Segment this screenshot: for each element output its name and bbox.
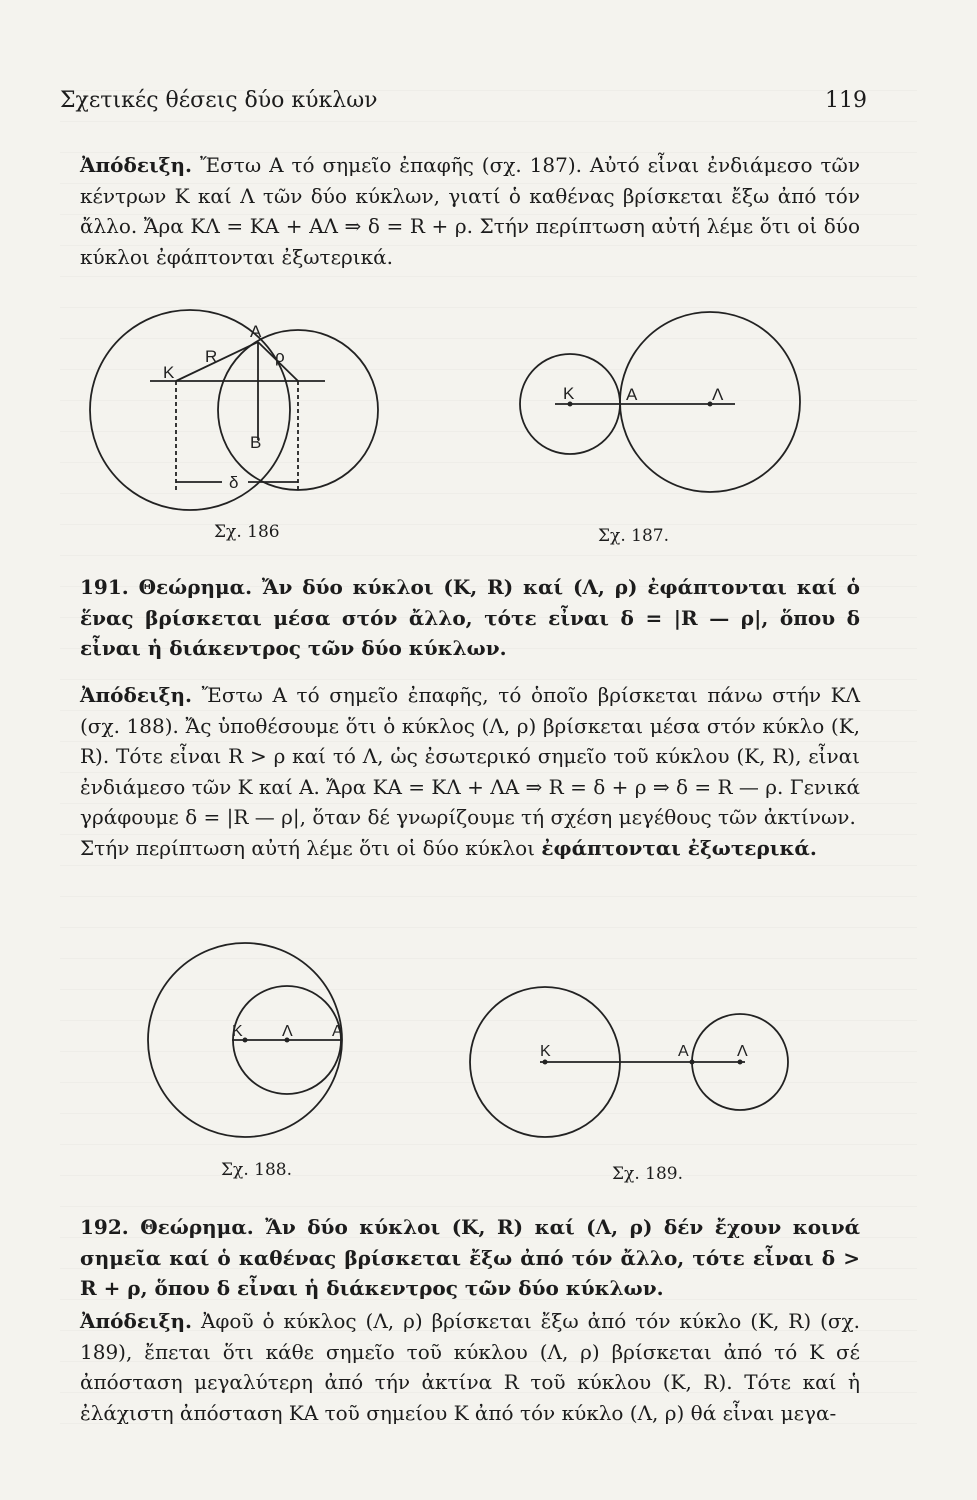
fig189-label-l: Λ: [737, 1043, 748, 1060]
fig188-label-l: Λ: [282, 1023, 293, 1040]
theorem-text: Ἄν δύο κύκλοι (Κ, R) καί (Λ, ρ) ἐφάπτονται καί ὁ ἕνας βρίσκεται μέσα στόν ἄλλο, τότε εἶναι δ = |R — ρ|, ὅπου δ εἶναι ἡ διάκεντρος τῶν δύο κύκλων.: [80, 575, 860, 660]
fig188-point-k: [243, 1038, 248, 1043]
fig189-point-a: [690, 1060, 695, 1065]
proof-label: Ἀπόδειξη.: [80, 683, 193, 707]
fig189-label-k: K: [540, 1043, 551, 1060]
theorem-label: 191. Θεώρημα.: [80, 575, 253, 599]
proof-text: Ἔστω Α τό σημεῖο ἐπαφῆς (σχ. 187). Αὐτό εἶναι ἐνδιάμεσο τῶν κέντρων Κ καί Λ τῶν δύο κύκλων, γιατί ὁ καθένας βρίσκεται ἔξω ἀπό τόν ἄλλο. Ἄρα ΚΛ = ΚΑ + ΑΛ ⇒ δ = R + ρ. Στήν περίπτωση αὐτή λέμε ὅτι οἱ δύο κύκλοι ἐφάπτονται ἐξωτερικά.: [80, 153, 860, 269]
fig186-label-r: R: [205, 347, 218, 366]
fig186-label-k: K: [163, 363, 175, 382]
proof-text: Ἔστω Α τό σημεῖο ἐπαφῆς, τό ὁποῖο βρίσκεται πάνω στήν ΚΛ (σχ. 188). Ἄς ὑποθέσουμε ὅτι ὁ κύκλος (Λ, ρ) βρίσκεται μέσα στόν κύκλο (Κ, R). Τότε εἶναι R > ρ καί τό Λ, ὡς ἐσωτερικό σημεῖο τοῦ κύκλου (Κ, R), εἶναι ἐνδιάμεσο τῶν Κ καί Α. Ἄρα ΚΑ = ΚΛ + ΛΑ ⇒ R = δ + ρ ⇒ δ = R — ρ. Γενικά γράφουμε δ = |R — ρ|, ὅταν δέ γνωρίζουμε τή σχέση μεγέθους τῶν ἀκτίνων.: [80, 683, 861, 829]
fig189-point-l: [738, 1060, 743, 1065]
fig186-caption: Σχ. 186: [214, 522, 280, 542]
fig189-label-a: A: [678, 1043, 689, 1060]
proof-closing: Στήν περίπτωση αὐτή λέμε ὅτι οἱ δύο κύκλοι: [80, 835, 535, 860]
fig187-caption: Σχ. 187.: [598, 526, 669, 546]
theorem-label: 192. Θεώρημα.: [80, 1215, 254, 1239]
proof-label: Ἀπόδειξη.: [80, 1309, 193, 1333]
proof-label: Ἀπόδειξη.: [80, 153, 193, 177]
fig186-label-b: B: [250, 433, 262, 452]
fig188-caption: Σχ. 188.: [221, 1160, 292, 1180]
fig186-label-delta: δ: [229, 473, 239, 492]
fig187-label-l: Λ: [712, 385, 724, 404]
page-number: 119: [825, 88, 867, 113]
theorem-192: [60, 1212, 860, 1304]
proof-text: Ἀφοῦ ὁ κύκλος (Λ, ρ) βρίσκεται ἔξω ἀπό τόν κύκλο (Κ, R) (σχ. 189), ἔπεται ὅτι κάθε σημεῖο τοῦ κύκλου (Λ, ρ) βρίσκεται ἀπό τό Κ σέ ἀπόσταση μεγαλύτερη ἀπό τήν ἀκτίνα R τοῦ κύκλου (Κ, R). Τότε καί ἡ ἐλάχιστη ἀπόσταση ΚΑ τοῦ σημείου Κ ἀπό τόν κύκλο (Λ, ρ) θά εἶναι μεγα-: [80, 1309, 860, 1425]
header-title: Σχετικές θέσεις δύο κύκλων: [60, 88, 378, 113]
proof-192: [60, 1306, 860, 1428]
fig188-label-k: K: [232, 1023, 243, 1040]
fig186-label-rho: ρ: [275, 347, 285, 366]
fig189-point-k: [543, 1060, 548, 1065]
theorem-text: Ἄν δύο κύκλοι (Κ, R) καί (Λ, ρ) δέν ἔχουν κοινά σημεῖα καί ὁ καθένας βρίσκεται ἔξω ἀπό τόν ἄλλο, τότε εἶναι δ > R + ρ, ὅπου δ εἶναι ἡ διάκεντρος τῶν δύο κύκλων.: [80, 1215, 860, 1300]
fig186-label-a: A: [250, 322, 262, 341]
fig187-label-k: K: [563, 384, 575, 403]
fig187-label-a: A: [626, 385, 638, 404]
proof-closing-bold: ἐφάπτονται ἐξωτερικά.: [541, 835, 817, 860]
fig188-label-a: A: [332, 1023, 343, 1040]
fig189-caption: Σχ. 189.: [612, 1164, 683, 1184]
